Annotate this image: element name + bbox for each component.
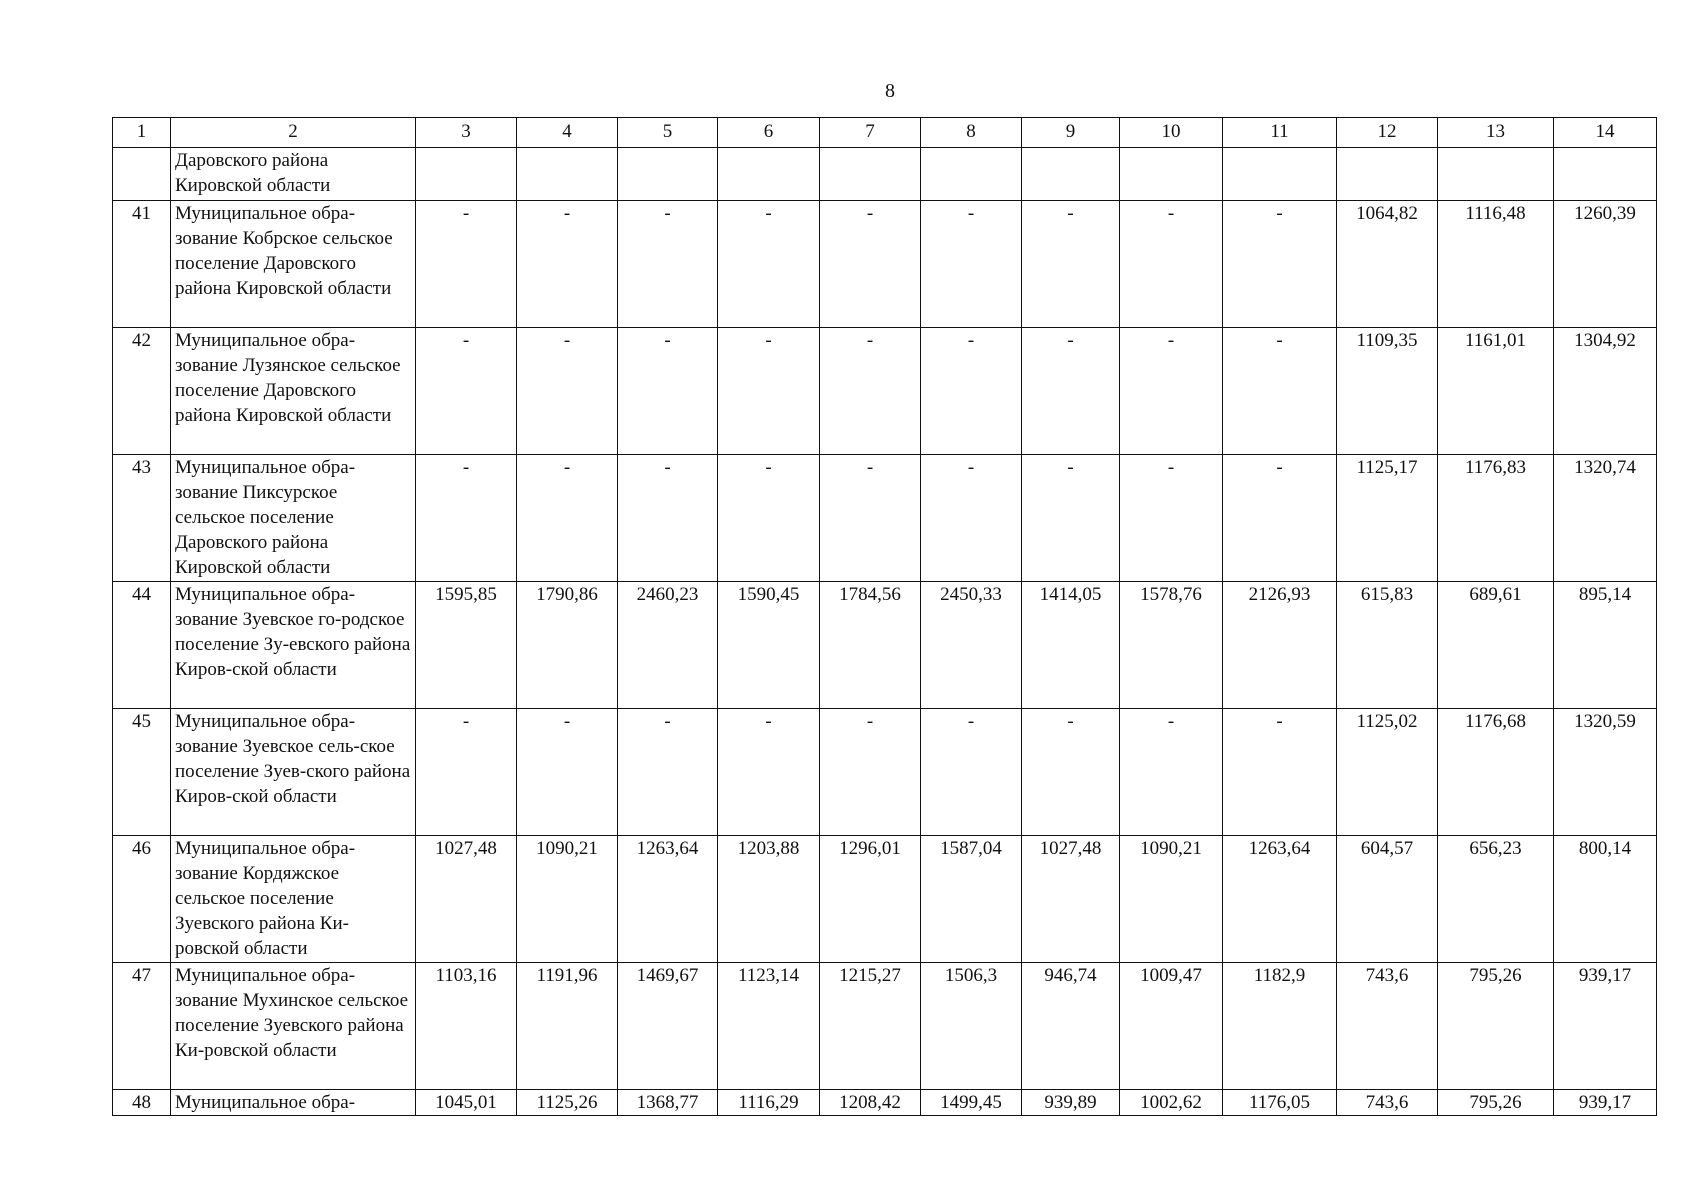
column-header: 13 bbox=[1438, 118, 1554, 148]
value-cell: 1002,62 bbox=[1120, 1090, 1223, 1116]
value-cell: 1587,04 bbox=[921, 836, 1022, 963]
value-cell bbox=[1337, 148, 1438, 201]
municipality-name: Муниципальное обра-зование Зуевское го-родское поселение Зу-евского района Киров-ской области bbox=[171, 582, 416, 709]
value-cell: 1090,21 bbox=[1120, 836, 1223, 963]
value-cell: - bbox=[1022, 709, 1120, 836]
row-number: 44 bbox=[113, 582, 171, 709]
value-cell: 2126,93 bbox=[1223, 582, 1337, 709]
value-cell: - bbox=[416, 328, 517, 455]
value-cell bbox=[416, 148, 517, 201]
value-cell: 1116,29 bbox=[718, 1090, 820, 1116]
value-cell: - bbox=[1223, 709, 1337, 836]
value-cell: 2460,23 bbox=[618, 582, 718, 709]
value-cell: - bbox=[921, 455, 1022, 582]
row-number: 42 bbox=[113, 328, 171, 455]
value-cell: 795,26 bbox=[1438, 1090, 1554, 1116]
value-cell: 1320,59 bbox=[1554, 709, 1657, 836]
column-header: 12 bbox=[1337, 118, 1438, 148]
value-cell: 895,14 bbox=[1554, 582, 1657, 709]
value-cell: 1506,3 bbox=[921, 963, 1022, 1090]
row-number: 46 bbox=[113, 836, 171, 963]
value-cell: 1260,39 bbox=[1554, 201, 1657, 328]
column-header: 2 bbox=[171, 118, 416, 148]
value-cell: 1414,05 bbox=[1022, 582, 1120, 709]
value-cell: 1116,48 bbox=[1438, 201, 1554, 328]
value-cell: 743,6 bbox=[1337, 1090, 1438, 1116]
column-header: 6 bbox=[718, 118, 820, 148]
value-cell: 1368,77 bbox=[618, 1090, 718, 1116]
value-cell: - bbox=[1223, 328, 1337, 455]
row-number: 41 bbox=[113, 201, 171, 328]
value-cell: 946,74 bbox=[1022, 963, 1120, 1090]
value-cell: - bbox=[517, 201, 618, 328]
value-cell: 800,14 bbox=[1554, 836, 1657, 963]
municipality-name: Муниципальное обра-зование Зуевское сель-ское поселение Зуев-ского района Киров-ской области bbox=[171, 709, 416, 836]
column-header: 7 bbox=[820, 118, 921, 148]
value-cell bbox=[1223, 148, 1337, 201]
value-cell: 615,83 bbox=[1337, 582, 1438, 709]
column-header: 1 bbox=[113, 118, 171, 148]
column-header: 9 bbox=[1022, 118, 1120, 148]
table-body bbox=[113, 148, 1657, 1116]
value-cell: 1103,16 bbox=[416, 963, 517, 1090]
row-number: 47 bbox=[113, 963, 171, 1090]
value-cell: 1027,48 bbox=[1022, 836, 1120, 963]
value-cell: 1045,01 bbox=[416, 1090, 517, 1116]
value-cell: 1176,83 bbox=[1438, 455, 1554, 582]
row-number: 43 bbox=[113, 455, 171, 582]
column-header: 5 bbox=[618, 118, 718, 148]
value-cell: 1125,26 bbox=[517, 1090, 618, 1116]
municipality-name: Муниципальное обра-зование Пиксурское сельское поселение Даровского района Кировской области bbox=[171, 455, 416, 582]
value-cell: 1208,42 bbox=[820, 1090, 921, 1116]
value-cell: - bbox=[618, 328, 718, 455]
row-number bbox=[113, 148, 171, 201]
municipality-name: Муниципальное обра-зование Кордяжское сельское поселение Зуевского района Ки-ровской области bbox=[171, 836, 416, 963]
value-cell: - bbox=[618, 201, 718, 328]
row-number: 45 bbox=[113, 709, 171, 836]
value-cell: 1296,01 bbox=[820, 836, 921, 963]
value-cell: 1182,9 bbox=[1223, 963, 1337, 1090]
value-cell: - bbox=[1120, 201, 1223, 328]
column-header: 3 bbox=[416, 118, 517, 148]
value-cell: - bbox=[618, 455, 718, 582]
value-cell: - bbox=[820, 455, 921, 582]
value-cell bbox=[1554, 148, 1657, 201]
value-cell: - bbox=[1223, 455, 1337, 582]
value-cell: 1263,64 bbox=[1223, 836, 1337, 963]
value-cell: - bbox=[820, 201, 921, 328]
value-cell: 1064,82 bbox=[1337, 201, 1438, 328]
value-cell: - bbox=[1022, 201, 1120, 328]
value-cell: 939,17 bbox=[1554, 1090, 1657, 1116]
value-cell: - bbox=[416, 455, 517, 582]
municipality-name: Даровского района Кировской области bbox=[171, 148, 416, 201]
value-cell: - bbox=[921, 709, 1022, 836]
column-header: 4 bbox=[517, 118, 618, 148]
value-cell bbox=[921, 148, 1022, 201]
value-cell bbox=[1438, 148, 1554, 201]
value-cell: 795,26 bbox=[1438, 963, 1554, 1090]
value-cell bbox=[618, 148, 718, 201]
value-cell: 1123,14 bbox=[718, 963, 820, 1090]
value-cell: - bbox=[718, 455, 820, 582]
value-cell: 2450,33 bbox=[921, 582, 1022, 709]
value-cell: 1469,67 bbox=[618, 963, 718, 1090]
value-cell: - bbox=[1120, 328, 1223, 455]
municipality-name: Муниципальное обра-зование Кобрское сельское поселение Даровского района Кировской области bbox=[171, 201, 416, 328]
table-row bbox=[113, 201, 1657, 328]
value-cell: 1320,74 bbox=[1554, 455, 1657, 582]
table-row bbox=[113, 709, 1657, 836]
table-row bbox=[113, 148, 1657, 201]
value-cell: - bbox=[921, 201, 1022, 328]
value-cell: 1263,64 bbox=[618, 836, 718, 963]
value-cell: 604,57 bbox=[1337, 836, 1438, 963]
page-number: 8 bbox=[885, 80, 895, 102]
value-cell: - bbox=[517, 709, 618, 836]
municipality-name: Муниципальное обра-зование Лузянское сельское поселение Даровского района Кировской области bbox=[171, 328, 416, 455]
value-cell: - bbox=[921, 328, 1022, 455]
table-row bbox=[113, 1090, 1657, 1116]
value-cell bbox=[1022, 148, 1120, 201]
table-row bbox=[113, 836, 1657, 963]
value-cell: 1304,92 bbox=[1554, 328, 1657, 455]
tariff-table bbox=[112, 117, 1657, 1116]
value-cell: - bbox=[1022, 455, 1120, 582]
value-cell: - bbox=[517, 328, 618, 455]
column-header: 10 bbox=[1120, 118, 1223, 148]
value-cell: - bbox=[416, 709, 517, 836]
value-cell: 743,6 bbox=[1337, 963, 1438, 1090]
value-cell: - bbox=[1022, 328, 1120, 455]
value-cell: 1125,02 bbox=[1337, 709, 1438, 836]
value-cell bbox=[1120, 148, 1223, 201]
value-cell: - bbox=[618, 709, 718, 836]
row-number: 48 bbox=[113, 1090, 171, 1116]
value-cell: 1176,68 bbox=[1438, 709, 1554, 836]
value-cell: - bbox=[718, 201, 820, 328]
value-cell: - bbox=[820, 709, 921, 836]
municipality-name: Муниципальное обра-зование Мухинское сельское поселение Зуевского района Ки-ровской области bbox=[171, 963, 416, 1090]
table-row bbox=[113, 963, 1657, 1090]
column-header: 8 bbox=[921, 118, 1022, 148]
value-cell: 1027,48 bbox=[416, 836, 517, 963]
value-cell: - bbox=[718, 709, 820, 836]
value-cell: 939,17 bbox=[1554, 963, 1657, 1090]
value-cell: 1161,01 bbox=[1438, 328, 1554, 455]
table-row bbox=[113, 328, 1657, 455]
value-cell: 1784,56 bbox=[820, 582, 921, 709]
value-cell: 1499,45 bbox=[921, 1090, 1022, 1116]
value-cell: 1595,85 bbox=[416, 582, 517, 709]
value-cell: 1191,96 bbox=[517, 963, 618, 1090]
header-row bbox=[113, 118, 1657, 148]
value-cell: - bbox=[1120, 455, 1223, 582]
column-header: 11 bbox=[1223, 118, 1337, 148]
value-cell: 1578,76 bbox=[1120, 582, 1223, 709]
value-cell: 1109,35 bbox=[1337, 328, 1438, 455]
value-cell: - bbox=[1120, 709, 1223, 836]
value-cell: 1090,21 bbox=[517, 836, 618, 963]
value-cell: 939,89 bbox=[1022, 1090, 1120, 1116]
value-cell: 1590,45 bbox=[718, 582, 820, 709]
value-cell: 1215,27 bbox=[820, 963, 921, 1090]
value-cell: 1125,17 bbox=[1337, 455, 1438, 582]
value-cell: 1009,47 bbox=[1120, 963, 1223, 1090]
value-cell: - bbox=[820, 328, 921, 455]
table-row bbox=[113, 582, 1657, 709]
value-cell: - bbox=[416, 201, 517, 328]
municipality-name: Муниципальное обра- bbox=[171, 1090, 416, 1116]
value-cell: 1790,86 bbox=[517, 582, 618, 709]
value-cell: 1203,88 bbox=[718, 836, 820, 963]
value-cell: 689,61 bbox=[1438, 582, 1554, 709]
value-cell: - bbox=[1223, 201, 1337, 328]
value-cell bbox=[517, 148, 618, 201]
value-cell: - bbox=[718, 328, 820, 455]
column-header: 14 bbox=[1554, 118, 1657, 148]
value-cell: 1176,05 bbox=[1223, 1090, 1337, 1116]
value-cell: 656,23 bbox=[1438, 836, 1554, 963]
table-row bbox=[113, 455, 1657, 582]
value-cell: - bbox=[517, 455, 618, 582]
value-cell bbox=[718, 148, 820, 201]
value-cell bbox=[820, 148, 921, 201]
